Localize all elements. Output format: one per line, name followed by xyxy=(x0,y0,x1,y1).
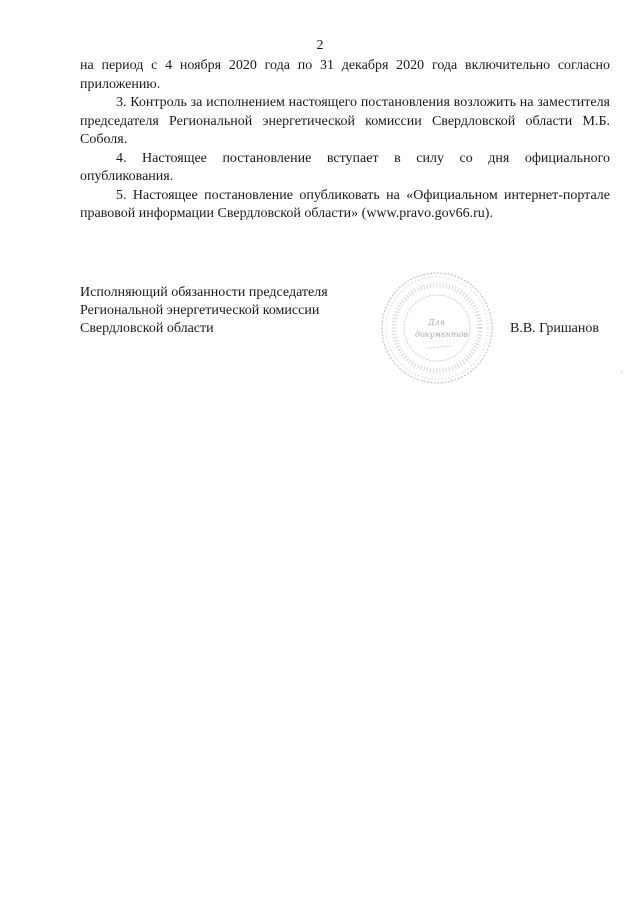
paragraph-period: на период с 4 ноября 2020 года по 31 декабря 2020 года включительно согласно приложению. xyxy=(80,58,610,92)
paragraph-publish: 5. Настоящее постановление опубликовать на «Официальном интернет-портале правовой информации Свердловской области» (www.pravo.gov66.ru). xyxy=(80,187,610,221)
signatory-name: В.В. Гришанов xyxy=(510,321,599,336)
signatory-title-line: Свердловской области xyxy=(80,321,214,336)
scan-speck xyxy=(621,372,622,373)
paragraph-effective: 4. Настоящее постановление вступает в силу со дня официального опубликования. xyxy=(80,150,610,184)
signatory-title-line: Региональной энергетической комиссии xyxy=(80,303,320,318)
signatory-title-line: Исполняющий обязанности председателя xyxy=(80,285,328,300)
page-number: 2 xyxy=(316,38,324,53)
seal-text-line: документов xyxy=(415,330,468,339)
seal-icon xyxy=(378,268,496,388)
seal-text-line: Для xyxy=(428,318,445,327)
official-seal xyxy=(378,268,496,388)
document-body xyxy=(80,57,610,224)
paragraph-control: 3. Контроль за исполнением настоящего постановления возложить на заместителя председателя Региональной энергетической комиссии Свердловской области М.Б. Соболя. xyxy=(80,95,610,147)
signatory-title xyxy=(80,284,380,338)
